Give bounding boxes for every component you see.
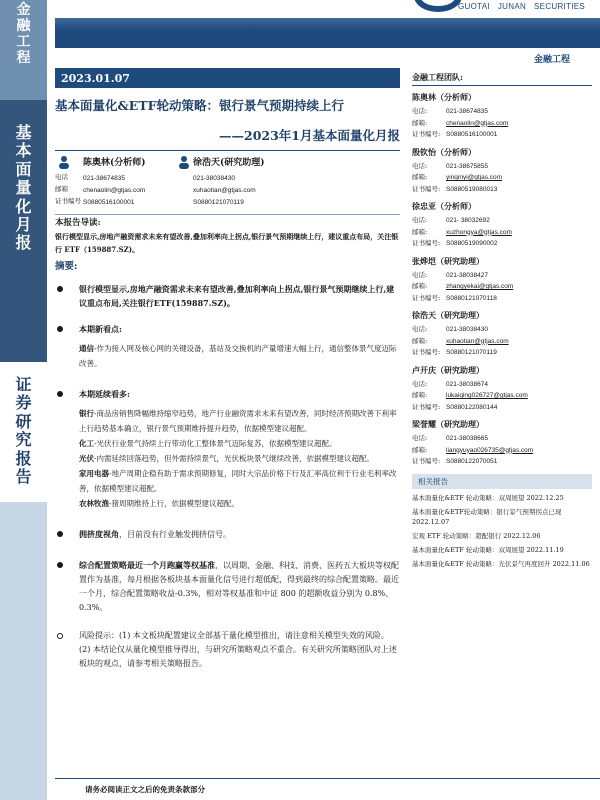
header-gradient [55,18,600,30]
member-cert: S0880121070118 [446,294,497,302]
report-subtitle: ——2023年1月基本面量化月报 [219,128,400,143]
person-icon [177,155,191,169]
member-cert: S0880519090002 [446,240,498,247]
related-report-link[interactable]: 宏观 ETF 轮动策略：超配银行 2022.12.06 [412,531,541,540]
bullet-icon [57,633,63,639]
person-icon [57,155,71,169]
member-phone: 021-38038430 [446,326,488,333]
team-member: 徐忠亚（分析师） 电话: 021- 38032692 邮箱: xuzhongya@gtjas.com 证书编号: S0880519090002 [412,201,592,250]
member-email[interactable]: xuhaotian@gtjas.com [446,337,509,345]
sector-item: 光伏-内需延续回落趋势，但外需持续景气，光伏板块景气继续改善，依据模型建议超配。 [79,454,375,463]
related-report-link[interactable]: 基本面量化&ETF 轮动策略：双周展望 2022.11.19 [412,545,564,554]
left-band [0,0,47,800]
bullet-icon [57,562,63,568]
author-labels: 电话 邮箱 证书编号 [55,173,81,205]
member-cert: S0880519080013 [446,185,498,193]
team-member: 陈奥林（分析师） 电话: 021-38674835 邮箱: chenaolin@gtjas.com 证书编号: S0880516100001 [412,92,592,141]
doc-type: 金融工程 [533,55,570,65]
team-divider [412,85,592,86]
team-title: 金融工程团队: [412,72,463,82]
bullet-icon [57,286,63,292]
related-reports [412,474,592,569]
author-phone: 021-38038430 [193,175,235,182]
sector-item: 化工-光伏行业景气持续上行带动化工整体景气迈际复苏，依据模型建议超配。 [79,439,337,448]
main-column [55,68,400,671]
bullet-icon [57,391,63,397]
author-card [193,155,343,209]
related-title: 相关报告 [412,474,592,489]
team-member: 殷钦怡（分析师） 电话: 021-38675855 邮箱: yinqinyi@gtjas.com 证书编号: S0880519080013 [412,147,592,196]
author-name: 徐浩天(研究助理) [193,158,265,168]
guide-text: 银行模型显示,房地产融资需求未来有望改善,叠加利率向上拐点,银行景气预期继续上行，建议重点布局，关注银行 ETF（159887.SZ)。 [55,232,399,254]
member-name: 殷钦怡（分析师） [412,146,476,157]
logo-icon [414,0,462,12]
member-email[interactable]: zhangyekai@gtjas.com [446,283,514,290]
report-series-vertical: 基 本 面 量 化 月 报 [15,123,32,253]
member-email[interactable]: lukaiqing026727@gtjas.com [446,392,528,399]
member-name: 徐浩天（研究助理） [412,310,484,320]
author-cert: S0880121070119 [193,199,244,206]
member-name: 徐忠亚（分析师） [412,201,476,211]
team-sidebar [412,72,592,569]
footer-divider [55,778,600,779]
author-divider [55,214,400,215]
member-name: 梁誉耀（研究助理） [412,419,484,429]
disclaimer-note: 请务必阅读正文之后的免责条款部分 [85,785,205,794]
team-member: 梁誉耀（研究助理） 电话: 021-38038665 邮箱: liangyuyao026735@gtjas.com 证书编号: S0880122070051 [412,419,592,468]
summary-point: 银行模型显示,房地产融资需求未来有望改善,叠加利率向上拐点,银行景气预期继续上行,建议重点布局,关注银行ETF(159887.SZ)。 [55,282,400,310]
member-phone: 021-38038427 [446,271,488,279]
author-email[interactable]: xuhaotian@gtjas.com [193,187,256,194]
sector-item: 农林牧渔-猪周期维持上行，依据模型建议超配。 [79,499,240,508]
author-block [55,155,400,211]
team-member: 卢开庆（研究助理） 电话: 021-38038674 邮箱: lukaiqing026727@gtjas.com 证书编号: S0880122080144 [412,365,592,414]
header-band [55,18,600,48]
author-cert: S0880516100001 [83,199,135,206]
member-phone: 021-38038665 [446,435,488,442]
crowding-view: 拥挤度视角，目前没有行业触发拥挤信号。 [55,527,400,542]
title-divider [55,150,400,151]
member-name: 陈奥林（分析师） [412,92,476,102]
member-phone: 021-38674835 [446,108,488,115]
section-label-vertical: 金 融 工 程 [16,2,31,67]
company-logo-text: GUOTAI JUNAN SECURITIES [458,2,586,11]
member-phone: 021-38038674 [446,380,488,388]
summary-title: 摘要: [55,261,78,272]
team-member: 张烨垲（研究助理） 电话: 021-38038427 邮箱: zhangyekai@gtjas.com 证书编号: S0880121070118 [412,256,592,305]
member-name: 张烨垲（研究助理） [412,255,484,266]
risk-warning: 风险提示：(1) 本文板块配置建议全部基于量化模型推出，请注意相关模型失效的风险。(2) 本结论仅从量化模型推导得出，与研究所策略观点不重合。有关研究所策略团队对上述板块的观点，请参考相关策略报告。 [55,629,400,671]
sector-item: 家用电器-地产周期企稳有助于需求预期修复，同时大宗品价格下行及汇率高位利于行业毛利率改善，依据模型建议超配。 [79,469,397,493]
related-report-link[interactable]: 基本面量化&ETF轮动策略：银行景气预期拐点已现 2022.12.07 [412,507,562,526]
related-report-link[interactable]: 基本面量化&ETF 轮动策略：光伏景气再度回升 2022.11.06 [412,559,590,568]
author-email[interactable]: chenaolin@gtjas.com [83,187,146,194]
team-member: 徐浩天（研究助理） 电话: 021-38038430 邮箱: xuhaotian@gtjas.com 证书编号: S0880121070119 [412,310,592,359]
continued-overweight: 本期延续看多: [55,387,400,402]
member-email[interactable]: yinqinyi@gtjas.com [446,174,503,181]
member-name: 卢开庆（研究助理） [412,364,484,375]
new-highlights: 本期新看点: [55,322,400,337]
author-phone: 021-38674835 [83,175,125,182]
config-strategy: 综合配置策略最近一个月跑赢等权基准，以周期、金融、科技、消费、医药五大板块等权配置作为基准，每月根据各板块基本面量化信号进行超低配，得到最终的综合配置策略。最近一个月，综合配置策略收益-0.3%，相对等权基准和中证 800 的超额收益分别为 0.8%、0.3%。 [55,558,400,615]
bullet-icon [57,326,63,332]
author-name: 陈奥林(分析师) [83,158,146,168]
report-guide [55,217,400,256]
member-email[interactable]: chenaolin@gtjas.com [446,119,509,127]
member-cert: S0880122070051 [446,458,498,465]
related-report-link[interactable]: 基本面量化&ETF 轮动策略：双周展望 2022.12.25 [412,493,564,502]
member-phone: 021- 38032692 [446,217,490,224]
member-cert: S0880122080144 [446,403,498,411]
member-email[interactable]: liangyuyao026735@gtjas.com [446,446,534,454]
report-title: 基本面量化&ETF轮动策略：银行景气预期持续上行 [55,98,344,113]
report-date: 2023.01.07 [55,68,400,88]
member-email[interactable]: xuzhongya@gtjas.com [446,228,512,236]
bullet-icon [57,531,63,537]
member-phone: 021-38675855 [446,162,488,170]
new-highlight-item: 通信-作为接入网及核心网的关键设备，基站及交换机的产量增速大幅上行，通信整体景气度迈际改善。 [79,344,397,368]
sector-item: 银行-商品房销售降幅维持缩窄趋势，地产行业融资需求未来有望改善，同时经济预期改善下利率上行趋势基本确立，银行景气预期维持提升趋势，依据模型建议超配。 [79,409,397,433]
member-cert: S0880516100001 [446,131,498,138]
report-kind-vertical: 证 券 研 究 报 告 [15,375,32,486]
member-cert: S0880121070119 [446,349,497,356]
guide-title: 本报告导读: [55,218,101,228]
